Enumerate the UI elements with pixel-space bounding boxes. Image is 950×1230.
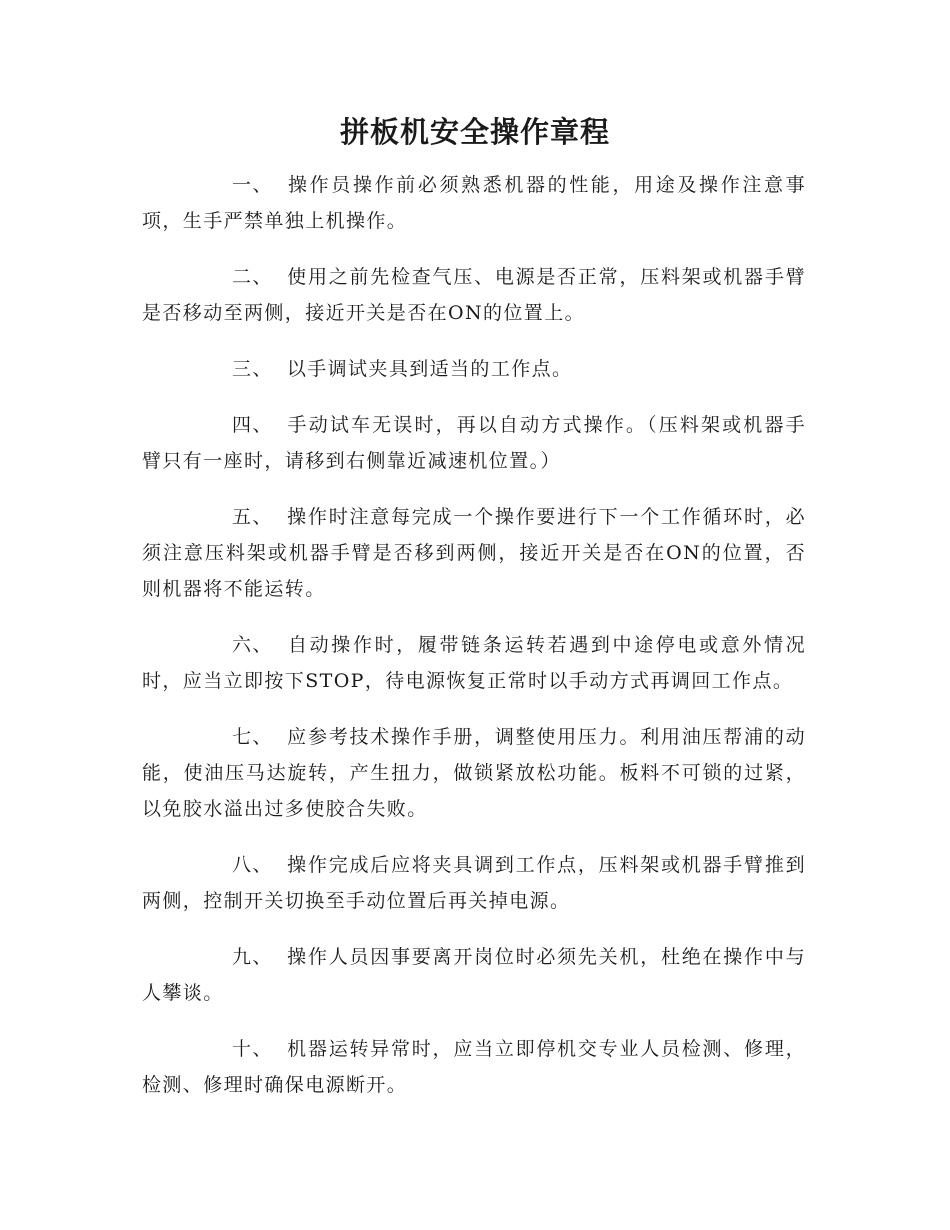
item-number: 六、 xyxy=(232,634,273,656)
document-title: 拼板机安全操作章程 xyxy=(339,115,610,149)
list-item xyxy=(142,627,806,699)
item-text: 机器运转异常时，应当立即停机交专业人员检测、修理，检测、修理时确保电源断开。 xyxy=(142,1038,806,1096)
item-number: 二、 xyxy=(232,266,273,288)
list-item xyxy=(142,847,806,919)
item-number: 三、 xyxy=(232,358,273,380)
item-number: 八、 xyxy=(232,854,273,876)
item-text: 操作时注意每完成一个操作要进行下一个工作循环时，必须注意压料架或机器手臂是否移到两侧，接近开关是否在ON的位置，否则机器将不能运转。 xyxy=(142,506,806,600)
item-number: 十、 xyxy=(232,1038,273,1060)
item-text: 以手调试夹具到适当的工作点。 xyxy=(286,358,573,380)
list-item xyxy=(142,407,806,479)
item-text: 操作员操作前必须熟悉机器的性能，用途及操作注意事项，生手严禁单独上机操作。 xyxy=(142,174,806,232)
list-item xyxy=(142,167,806,239)
document-body xyxy=(142,167,806,1123)
item-text: 手动试车无误时，再以自动方式操作。（压料架或机器手臂只有一座时，请移到右侧靠近减速机位置。） xyxy=(142,414,806,472)
item-number: 四、 xyxy=(232,414,273,436)
item-text: 使用之前先检查气压、电源是否正常，压料架或机器手臂是否移动至两侧，接近开关是否在ON的位置上。 xyxy=(142,266,806,324)
item-number: 七、 xyxy=(232,726,273,748)
list-item xyxy=(142,259,806,331)
list-item xyxy=(142,939,806,1011)
item-number: 一、 xyxy=(232,174,273,196)
list-item xyxy=(142,719,806,827)
item-number: 九、 xyxy=(232,946,273,968)
item-text: 操作人员因事要离开岗位时必须先关机，杜绝在操作中与人攀谈。 xyxy=(142,946,806,1004)
item-number: 五、 xyxy=(232,506,273,528)
list-item xyxy=(142,1031,806,1103)
item-text: 应参考技术操作手册，调整使用压力。利用油压帮浦的动能，使油压马达旋转，产生扭力，做锁紧放松功能。板料不可锁的过紧，以免胶水溢出过多使胶合失败。 xyxy=(142,726,806,820)
list-item xyxy=(142,499,806,607)
item-text: 操作完成后应将夹具调到工作点，压料架或机器手臂推到两侧，控制开关切换至手动位置后再关掉电源。 xyxy=(142,854,806,912)
list-item xyxy=(142,351,806,387)
item-text: 自动操作时，履带链条运转若遇到中途停电或意外情况时，应当立即按下STOP，待电源恢复正常时以手动方式再调回工作点。 xyxy=(142,634,806,692)
